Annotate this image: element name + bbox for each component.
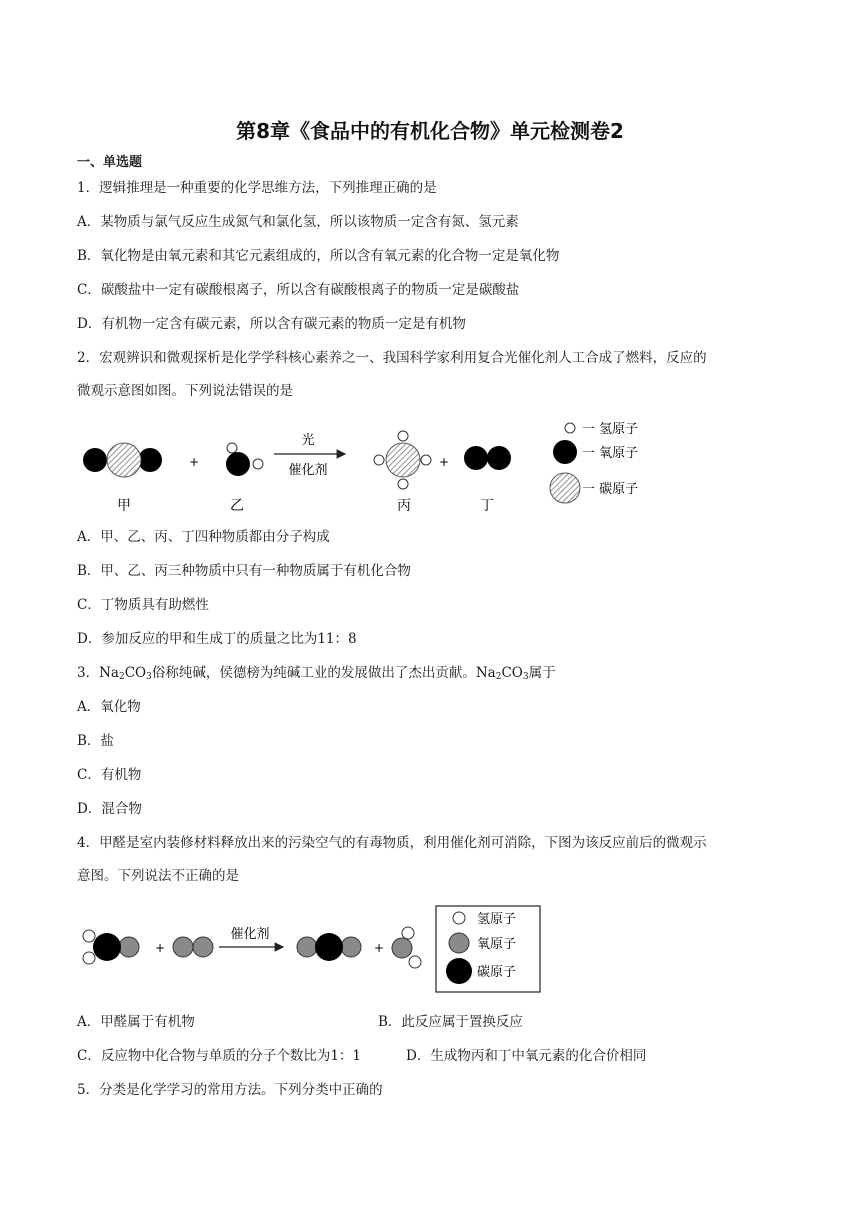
label-jia: 甲 bbox=[117, 498, 131, 514]
q5-stem: 5．分类是化学学习的常用方法。下列分类中正确的 bbox=[77, 1082, 383, 1098]
q1-stem: 1．逻辑推理是一种重要的化学思维方法，下列推理正确的是 bbox=[77, 180, 437, 196]
q4-legend-oxygen: 氧原子 bbox=[477, 937, 517, 952]
arrow-label-light: 光 bbox=[301, 433, 315, 448]
arrow-label-catalyst: 催化剂 bbox=[288, 463, 328, 478]
q3-option-d: D．混合物 bbox=[77, 801, 142, 817]
q2-option-c: C．丁物质具有助燃性 bbox=[77, 597, 209, 613]
section-heading: 一、单选题 bbox=[77, 155, 143, 170]
label-ding: 丁 bbox=[480, 498, 494, 514]
q2-option-b: B．甲、乙、丙三种物质中只有一种物质属于有机化合物 bbox=[77, 563, 411, 579]
molecule-ding-o2 bbox=[464, 446, 511, 470]
q3-option-c: C．有机物 bbox=[77, 767, 142, 783]
q4-stem-line1: 4．甲醛是室内装修材料释放出来的污染空气的有毒物质，利用催化剂可消除，下图为该反应前后的微观示 bbox=[77, 835, 707, 851]
q4-legend-hydrogen: 氢原子 bbox=[477, 912, 517, 927]
page-title: 第8章《食品中的有机化合物》单元检测卷2 bbox=[236, 119, 624, 143]
q2-stem-line2: 微观示意图如图。下列说法错误的是 bbox=[77, 383, 293, 399]
q1-option-c: C．碳酸盐中一定有碳酸根离子，所以含有碳酸根离子的物质一定是碳酸盐 bbox=[77, 282, 520, 298]
molecule-jia-co2 bbox=[83, 443, 162, 477]
q3-option-b: B．盐 bbox=[77, 733, 114, 749]
q3-stem: 3．$Na_2CO_3$俗称纯碱，侯德榜为纯碱工业的发展做出了杰出贡献。$Na_2CO_3$属于 bbox=[77, 665, 556, 682]
label-yi: 乙 bbox=[230, 498, 244, 514]
q4-option-d: D．生成物丙和丁中氧元素的化合价相同 bbox=[406, 1048, 647, 1064]
q4-plus-sign-2: + bbox=[374, 941, 385, 955]
q4-option-b: B．此反应属于置换反应 bbox=[378, 1014, 523, 1030]
q2-option-a: A．甲、乙、丙、丁四种物质都由分子构成 bbox=[77, 529, 330, 545]
legend-oxygen: 一 氧原子 bbox=[582, 446, 639, 461]
legend-hydrogen: 一 氢原子 bbox=[582, 422, 639, 437]
q4-reaction-diagram bbox=[77, 900, 547, 1000]
q2-reaction-diagram bbox=[77, 410, 677, 520]
q4-arrow-label: 催化剂 bbox=[230, 927, 270, 942]
q1-option-b: B．氧化物是由氧元素和其它元素组成的，所以含有氧元素的化合物一定是氧化物 bbox=[77, 248, 560, 264]
molecule-co2 bbox=[297, 933, 361, 961]
q4-option-c: C．反应物中化合物与单质的分子个数比为1：1 bbox=[77, 1048, 362, 1064]
plus-sign-1: + bbox=[189, 455, 200, 469]
molecule-oxygen bbox=[173, 937, 213, 957]
q3-option-a: A．氧化物 bbox=[77, 699, 141, 715]
q1-option-d: D．有机物一定含有碳元素，所以含有碳元素的物质一定是有机物 bbox=[77, 316, 466, 332]
plus-sign-2: + bbox=[439, 455, 450, 469]
molecule-bing-ch4 bbox=[374, 431, 431, 489]
q4-legend bbox=[436, 906, 540, 992]
legend-carbon: 一 碳原子 bbox=[582, 482, 639, 497]
q4-stem-line2: 意图。下列说法不正确的是 bbox=[77, 868, 239, 884]
molecule-water bbox=[392, 927, 421, 968]
molecule-formaldehyde bbox=[83, 930, 139, 964]
q1-option-a: A．某物质与氯气反应生成氮气和氯化氢，所以该物质一定含有氮、氢元素 bbox=[77, 214, 519, 230]
q2-legend bbox=[550, 422, 638, 503]
q4-option-a: A．甲醛属于有机物 bbox=[77, 1014, 195, 1030]
q4-legend-carbon: 碳原子 bbox=[477, 965, 517, 980]
q2-option-d: D．参加反应的甲和生成丁的质量之比为11：8 bbox=[77, 631, 357, 647]
molecule-yi-h2o bbox=[226, 443, 263, 476]
q2-stem-line1: 2．宏观辨识和微观探析是化学学科核心素养之一、我国科学家利用复合光催化剂人工合成了燃料，反应的 bbox=[77, 350, 707, 366]
label-bing: 丙 bbox=[397, 498, 411, 514]
q4-plus-sign-1: + bbox=[155, 941, 166, 955]
